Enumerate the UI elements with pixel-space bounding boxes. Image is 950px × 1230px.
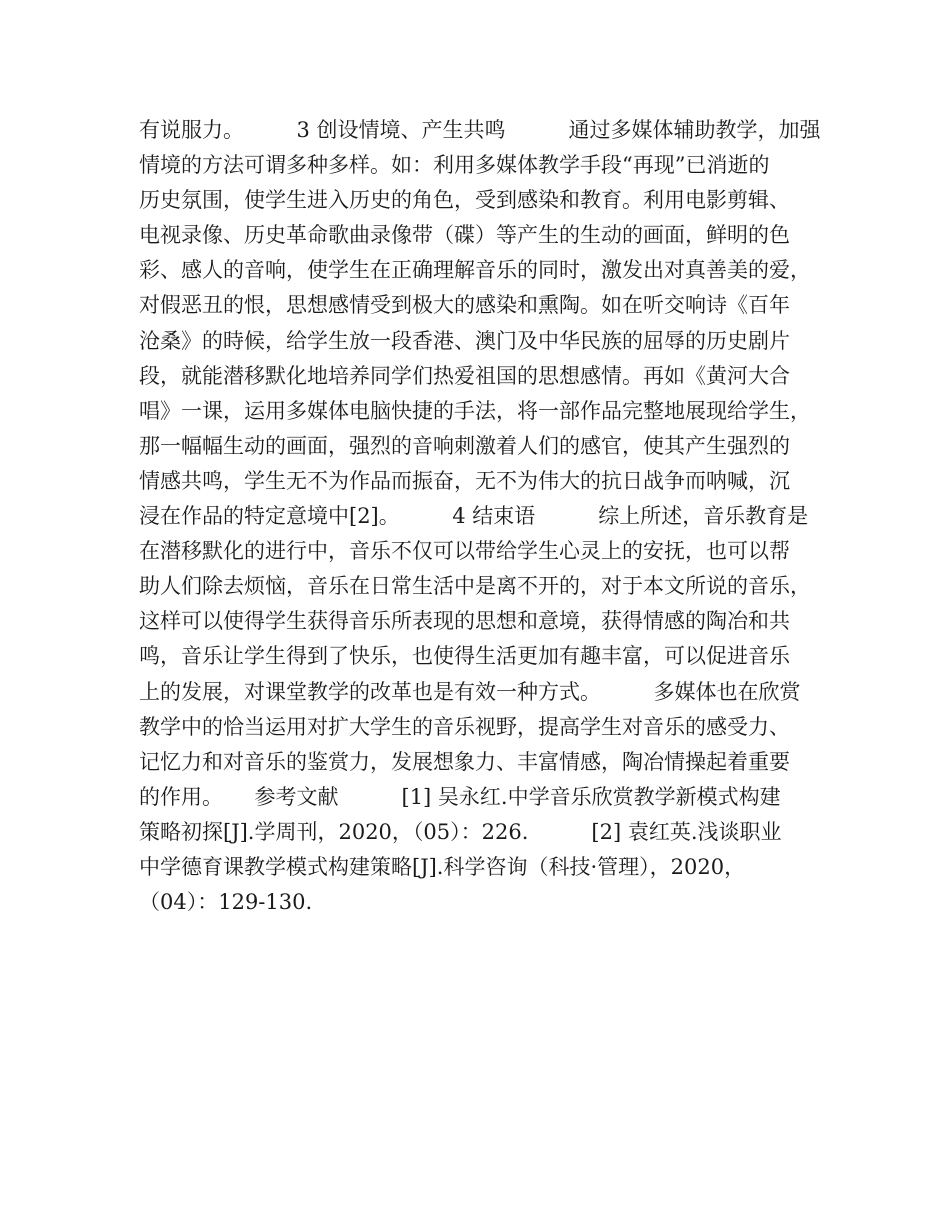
text-line: 策略初探[J].学周刊，2020，（05）：226. [2] 袁红英.浅谈职业 [139,819,782,844]
text-line: （04）：129-130. [139,890,313,915]
text-line: 那一幅幅生动的画面，强烈的音响刺激着人们的感官，使其产生强烈的 [139,433,790,458]
text-line: 电视录像、历史革命歌曲录像带（碟）等产生的生动的画面，鲜明的色 [139,223,790,248]
text-line: 中学德育课教学模式构建策略[J].科学咨询（科技·管理），2020， [139,854,746,879]
text-line: 彩、感人的音响，使学生在正确理解音乐的同时，激发出对真善美的爱， [139,258,811,283]
text-line: 的作用。 参考文献 [1] 吴永红.中学音乐欣赏教学新模式构建 [139,784,781,809]
text-line: 教学中的恰当运用对扩大学生的音乐视野，提高学生对音乐的感受力、 [139,714,790,739]
text-line: 这样可以使得学生获得音乐所表现的思想和意境，获得情感的陶冶和共 [139,609,790,634]
text-line: 唱》一课，运用多媒体电脑快捷的手法，将一部作品完整地展现给学生， [139,398,811,423]
text-line: 情感共鸣，学生无不为作品而振奋，无不为伟大的抗日战争而呐喊，沉 [139,468,790,493]
text-line: 段，就能潜移默化地培养同学们热爱祖国的思想感情。再如《黄河大合 [139,363,790,388]
text-line: 情境的方法可谓多种多样。如：利用多媒体教学手段“再现”已消逝的 [139,153,770,178]
text-line: 在潜移默化的进行中，音乐不仅可以带给学生心灵上的安抚，也可以帮 [139,539,790,564]
text-line: 鸣，音乐让学生得到了快乐，也使得生活更加有趣丰富，可以促进音乐 [139,644,790,669]
text-line: 有说服力。 3 创设情境、产生共鸣 通过多媒体辅助教学，加强 [139,118,821,142]
text-line: 助人们除去烦恼，音乐在日常生活中是离不开的，对于本文所说的音乐， [139,574,811,599]
text-line: 沧桑》的時候，给学生放一段香港、澳门及中华民族的屈辱的历史剧片 [139,328,790,353]
body-text [139,113,829,920]
text-line: 对假恶丑的恨，思想感情受到极大的感染和熏陶。如在听交响诗《百年 [139,293,790,318]
text-line: 浸在作品的特定意境中[2]。 4 结束语 综上所述，音乐教育是 [139,504,809,529]
text-line: 历史氛围，使学生进入历史的角色，受到感染和教育。利用电影剪辑、 [139,188,790,213]
text-line: 记忆力和对音乐的鉴赏力，发展想象力、丰富情感，陶冶情操起着重要 [139,749,790,774]
text-line: 上的发展，对课堂教学的改革也是有效一种方式。 多媒体也在欣赏 [139,679,801,704]
